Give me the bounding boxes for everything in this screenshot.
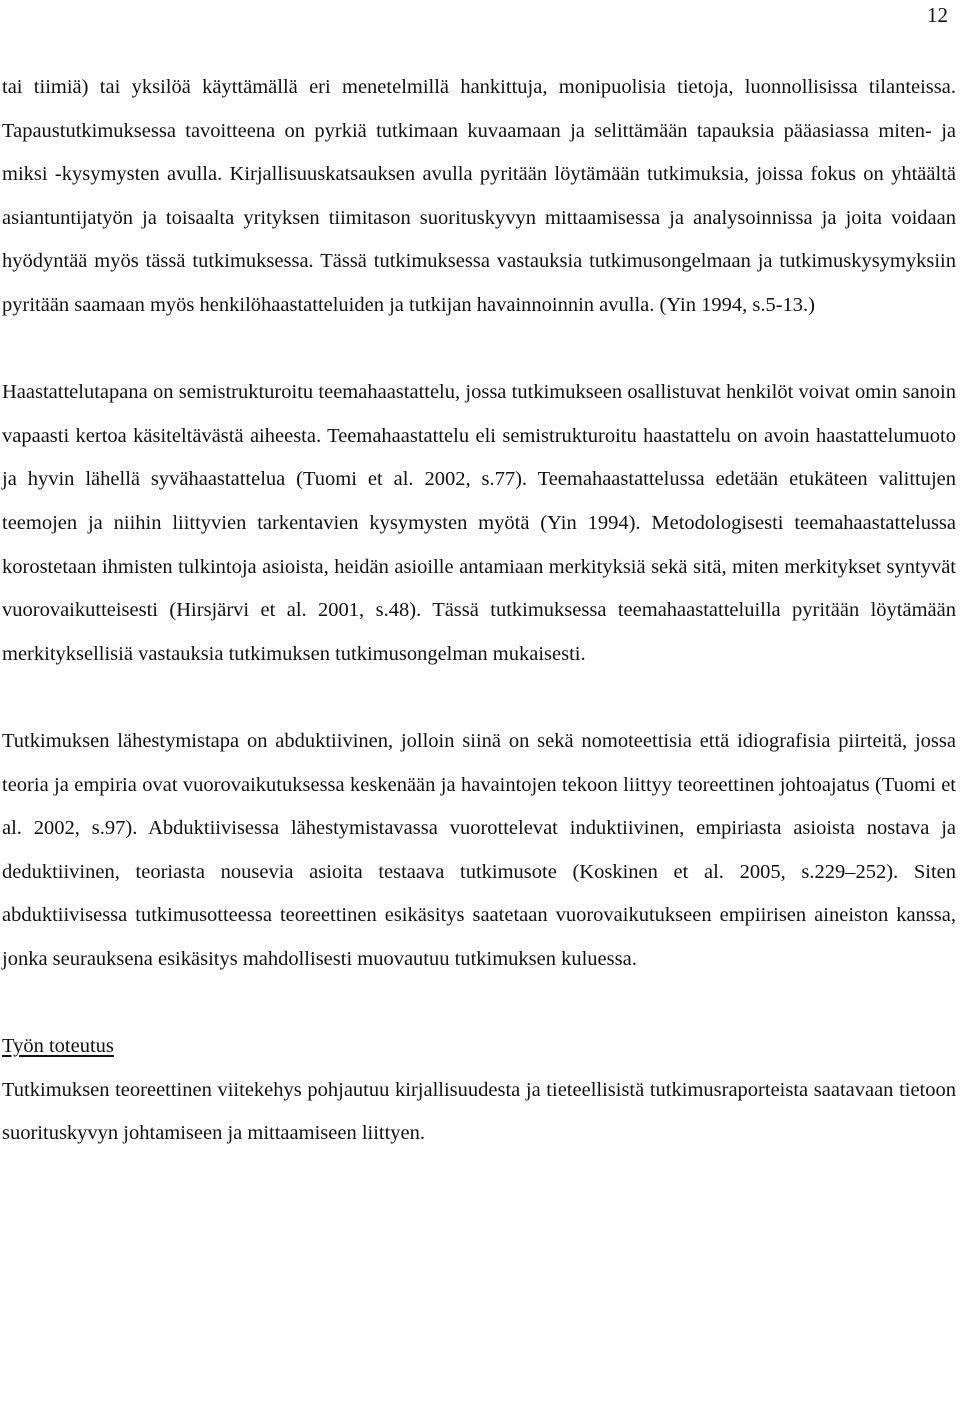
paragraph-interview-method: Haastattelutapana on semistrukturoitu teemahaastattelu, jossa tutkimukseen osallistuvat henkilöt voivat omin sanoin vapaasti kertoa käsiteltävästä aiheesta. Teemahaastattelu eli semistrukturoitu haastattelu on avoin haastattelumuoto ja hyvin lähellä syvähaastattelua (Tuomi et al. 2002, s.77). Teemahaastattelussa edetään etukäteen valittujen teemojen ja niihin liittyvien tarkentavien kysymysten myötä (Yin 1994). Metodologisesti teemahaastattelussa korostetaan ihmisten tulkintoja asioista, heidän asioille antamiaan merkityksiä sekä sitä, miten merkitykset syntyvät vuorovaikutteisesti (Hirsjärvi et al. 2001, s.48). Tässä tutkimuksessa teemahaastatteluilla pyritään löytämään merkityksellisiä vastauksia tutkimuksen tutkimusongelman mukaisesti.: [2, 381, 956, 665]
section-heading: Työn toteutus: [2, 1035, 114, 1058]
paragraph-gap: [2, 981, 956, 1025]
paragraph-gap: [2, 676, 956, 720]
page-number: 12: [927, 3, 948, 27]
section-paragraph: Tutkimuksen teoreettinen viitekehys pohjautuu kirjallisuudesta ja tieteellisistä tutkimusraporteista saatavaan tietoon suorituskyvyn johtamiseen ja mittaamiseen liittyen.: [2, 1078, 956, 1145]
document-body: [2, 66, 956, 1156]
paragraph-research-method: tai tiimiä) tai yksilöä käyttämällä eri menetelmillä hankittuja, monipuolisia tietoja, luonnollisissa tilanteissa. Tapaustutkimuksessa tavoitteena on pyrkiä tutkimaan kuvaamaan ja selittämään tapauksia pääasiassa miten- ja miksi -kysymysten avulla. Kirjallisuuskatsauksen avulla pyritään löytämään tutkimuksia, joissa fokus on yhtäältä asiantuntijatyön ja toisaalta yrityksen tiimitason suorituskyvyn mittaamisessa ja analysoinnissa ja joita voidaan hyödyntää myös tässä tutkimuksessa. Tässä tutkimuksessa vastauksia tutkimusongelmaan ja tutkimuskysymyksiin pyritään saamaan myös henkilöhaastatteluiden ja tutkijan havainnoinnin avulla. (Yin 1994, s.5-13.): [2, 76, 956, 316]
paragraph-abductive-approach: Tutkimuksen lähestymistapa on abduktiivinen, jolloin siinä on sekä nomoteettisia että idiografisia piirteitä, jossa teoria ja empiria ovat vuorovaikutuksessa keskenään ja havaintojen tekoon liittyy teoreettinen johtoajatus (Tuomi et al. 2002, s.97). Abduktiivisessa lähestymistavassa vuorottelevat induktiivinen, empiriasta asioista nostava ja deduktiivinen, teoriasta nousevia asioita testaava tutkimusote (Koskinen et al. 2005, s.229–252). Siten abduktiivisessa tutkimusotteessa teoreettinen esikäsitys saatetaan vuorovaikutukseen empiirisen aineiston kanssa, jonka seurauksena esikäsitys mahdollisesti muovautuu tutkimuksen kuluessa.: [2, 729, 956, 970]
paragraph-gap: [2, 328, 956, 372]
